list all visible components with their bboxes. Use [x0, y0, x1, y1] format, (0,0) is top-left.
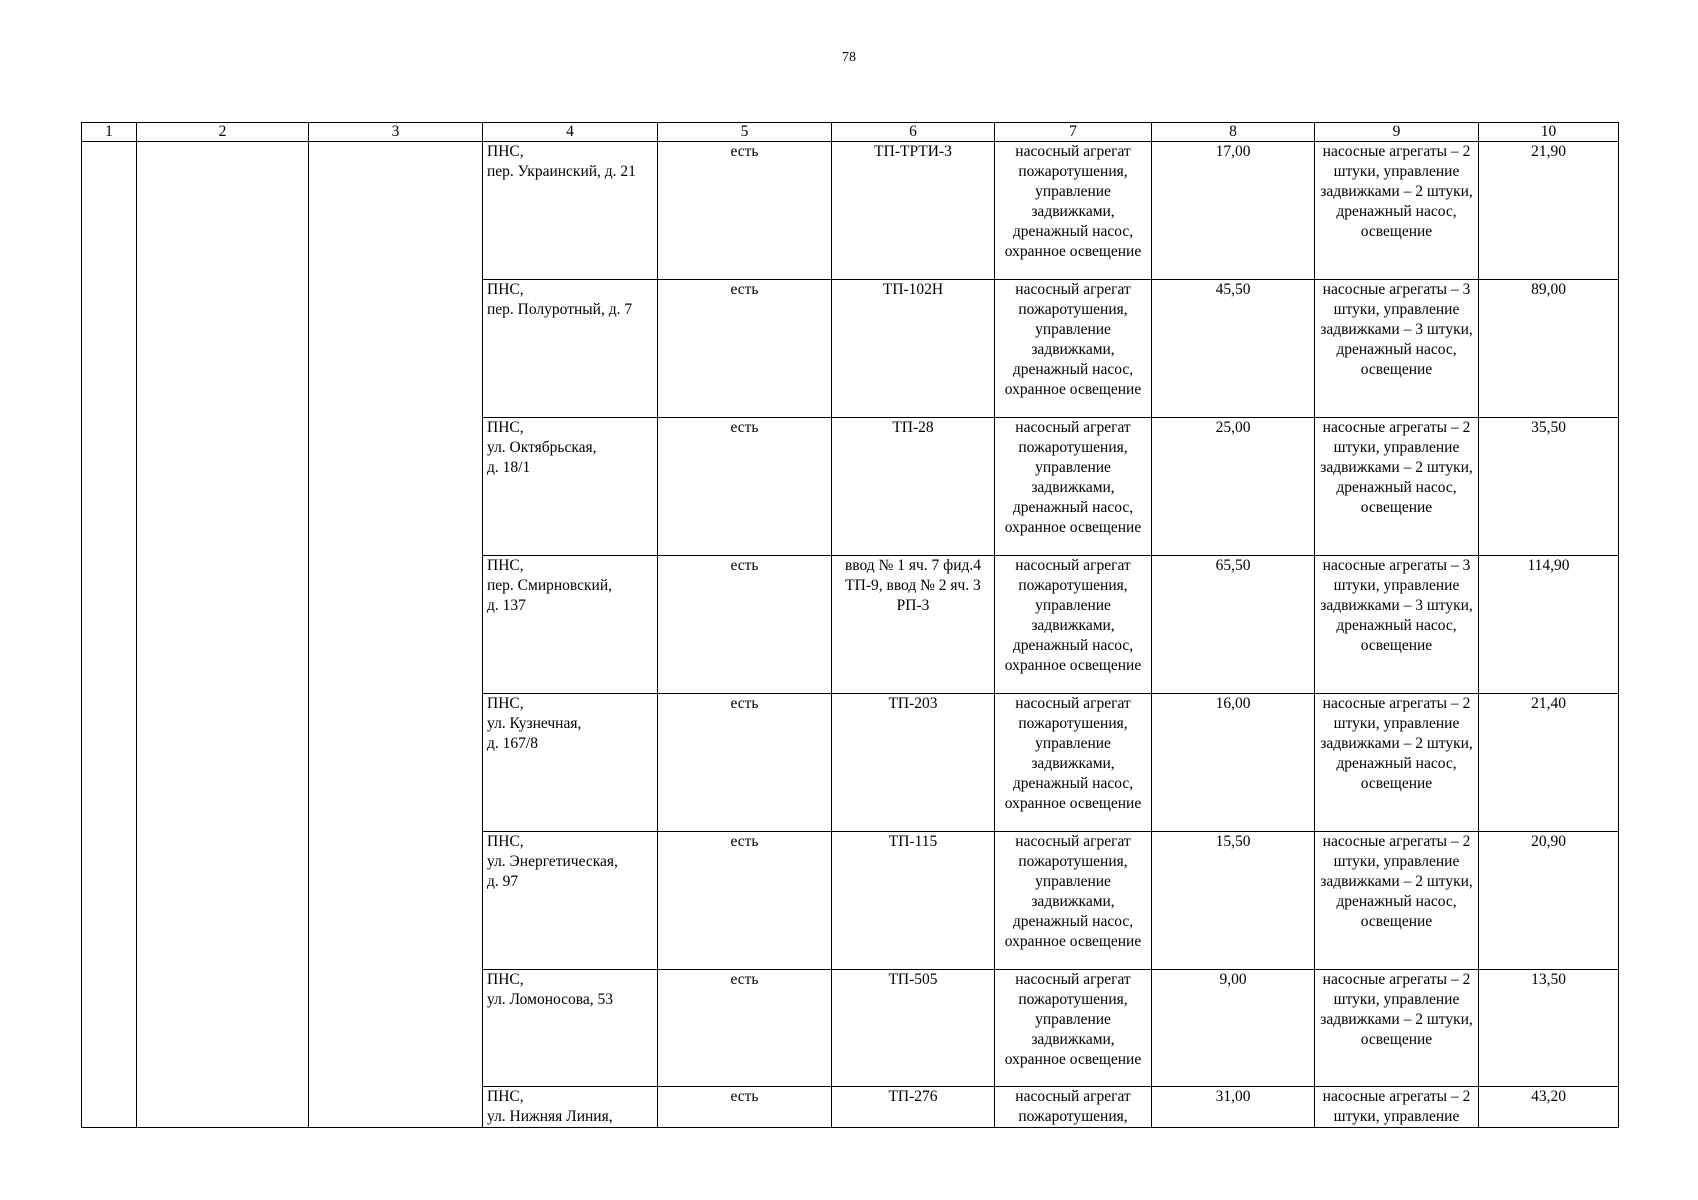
column-number-4: 4 — [483, 123, 658, 142]
equipment-cell: насосный агрегат пожаротушения, управление задвижками, дренажный насос, охранное освещение — [995, 694, 1152, 832]
object-cell: ПНС, пер. Смирновский, д. 137 — [483, 556, 658, 694]
power-value-cell: 31,00 — [1152, 1087, 1315, 1128]
equipment-cell: насосный агрегат пожаротушения, управление задвижками, дренажный насос, охранное освещение — [995, 418, 1152, 556]
power-source-cell: ТП-203 — [832, 694, 995, 832]
power-value-cell: 17,00 — [1152, 142, 1315, 280]
equipment-cell: насосный агрегат пожаротушения, управление задвижками, дренажный насос, охранное освещение — [995, 280, 1152, 418]
object-cell: ПНС, пер. Полуротный, д. 7 — [483, 280, 658, 418]
power-value-cell: 16,00 — [1152, 694, 1315, 832]
object-cell: ПНС, ул. Ломоносова, 53 — [483, 970, 658, 1087]
presence-cell: есть — [658, 832, 832, 970]
group-col-2 — [137, 142, 309, 1128]
column-number-7: 7 — [995, 123, 1152, 142]
equipment-cell: насосный агрегат пожаротушения, управление задвижками, дренажный насос, охранное освещение — [995, 142, 1152, 280]
column-number-6: 6 — [832, 123, 995, 142]
total-power-cell: 13,50 — [1479, 970, 1619, 1087]
power-value-cell: 25,00 — [1152, 418, 1315, 556]
power-value-cell: 65,50 — [1152, 556, 1315, 694]
presence-cell: есть — [658, 1087, 832, 1128]
consumers-cell: насосные агрегаты – 2 штуки, управление задвижками – 2 штуки, дренажный насос, освещение — [1315, 832, 1479, 970]
equipment-table — [81, 122, 1619, 1128]
power-source-cell: ввод № 1 яч. 7 фид.4 ТП-9, ввод № 2 яч. 3 РП-3 — [832, 556, 995, 694]
consumers-cell: насосные агрегаты – 2 штуки, управление задвижками – 2 штуки, дренажный насос, освещение — [1315, 694, 1479, 832]
equipment-cell: насосный агрегат пожаротушения, — [995, 1087, 1152, 1128]
power-value-cell: 45,50 — [1152, 280, 1315, 418]
presence-cell: есть — [658, 556, 832, 694]
object-cell: ПНС, ул. Энергетическая, д. 97 — [483, 832, 658, 970]
presence-cell: есть — [658, 280, 832, 418]
total-power-cell: 89,00 — [1479, 280, 1619, 418]
column-number-10: 10 — [1479, 123, 1619, 142]
presence-cell: есть — [658, 694, 832, 832]
total-power-cell: 35,50 — [1479, 418, 1619, 556]
power-source-cell: ТП-28 — [832, 418, 995, 556]
power-value-cell: 15,50 — [1152, 832, 1315, 970]
power-source-cell: ТП-115 — [832, 832, 995, 970]
column-number-9: 9 — [1315, 123, 1479, 142]
table-row — [82, 142, 1619, 280]
equipment-cell: насосный агрегат пожаротушения, управление задвижками, дренажный насос, охранное освещение — [995, 832, 1152, 970]
total-power-cell: 21,40 — [1479, 694, 1619, 832]
power-source-cell: ТП-276 — [832, 1087, 995, 1128]
power-source-cell: ТП-505 — [832, 970, 995, 1087]
power-source-cell: ТП-ТРТИ-3 — [832, 142, 995, 280]
column-number-2: 2 — [137, 123, 309, 142]
total-power-cell: 114,90 — [1479, 556, 1619, 694]
object-cell: ПНС, ул. Октябрьская, д. 18/1 — [483, 418, 658, 556]
column-number-8: 8 — [1152, 123, 1315, 142]
page-number: 78 — [842, 50, 856, 65]
consumers-cell: насосные агрегаты – 3 штуки, управление задвижками – 3 штуки, дренажный насос, освещение — [1315, 280, 1479, 418]
object-cell: ПНС, ул. Нижняя Линия, — [483, 1087, 658, 1128]
consumers-cell: насосные агрегаты – 2 штуки, управление задвижками – 2 штуки, дренажный насос, освещение — [1315, 418, 1479, 556]
equipment-cell: насосный агрегат пожаротушения, управление задвижками, дренажный насос, охранное освещение — [995, 556, 1152, 694]
total-power-cell: 20,90 — [1479, 832, 1619, 970]
object-cell: ПНС, ул. Кузнечная, д. 167/8 — [483, 694, 658, 832]
consumers-cell: насосные агрегаты – 2 штуки, управление задвижками – 2 штуки, дренажный насос, освещение — [1315, 142, 1479, 280]
consumers-cell: насосные агрегаты – 2 штуки, управление задвижками – 2 штуки, освещение — [1315, 970, 1479, 1087]
object-cell: ПНС, пер. Украинский, д. 21 — [483, 142, 658, 280]
presence-cell: есть — [658, 142, 832, 280]
group-col-3 — [309, 142, 483, 1128]
column-number-5: 5 — [658, 123, 832, 142]
column-number-1: 1 — [82, 123, 137, 142]
column-number-3: 3 — [309, 123, 483, 142]
total-power-cell: 43,20 — [1479, 1087, 1619, 1128]
total-power-cell: 21,90 — [1479, 142, 1619, 280]
group-col-1 — [82, 142, 137, 1128]
consumers-cell: насосные агрегаты – 3 штуки, управление задвижками – 3 штуки, дренажный насос, освещение — [1315, 556, 1479, 694]
power-value-cell: 9,00 — [1152, 970, 1315, 1087]
column-number-row — [82, 123, 1619, 142]
power-source-cell: ТП-102Н — [832, 280, 995, 418]
equipment-cell: насосный агрегат пожаротушения, управление задвижками, охранное освещение — [995, 970, 1152, 1087]
consumers-cell: насосные агрегаты – 2 штуки, управление — [1315, 1087, 1479, 1128]
presence-cell: есть — [658, 418, 832, 556]
presence-cell: есть — [658, 970, 832, 1087]
